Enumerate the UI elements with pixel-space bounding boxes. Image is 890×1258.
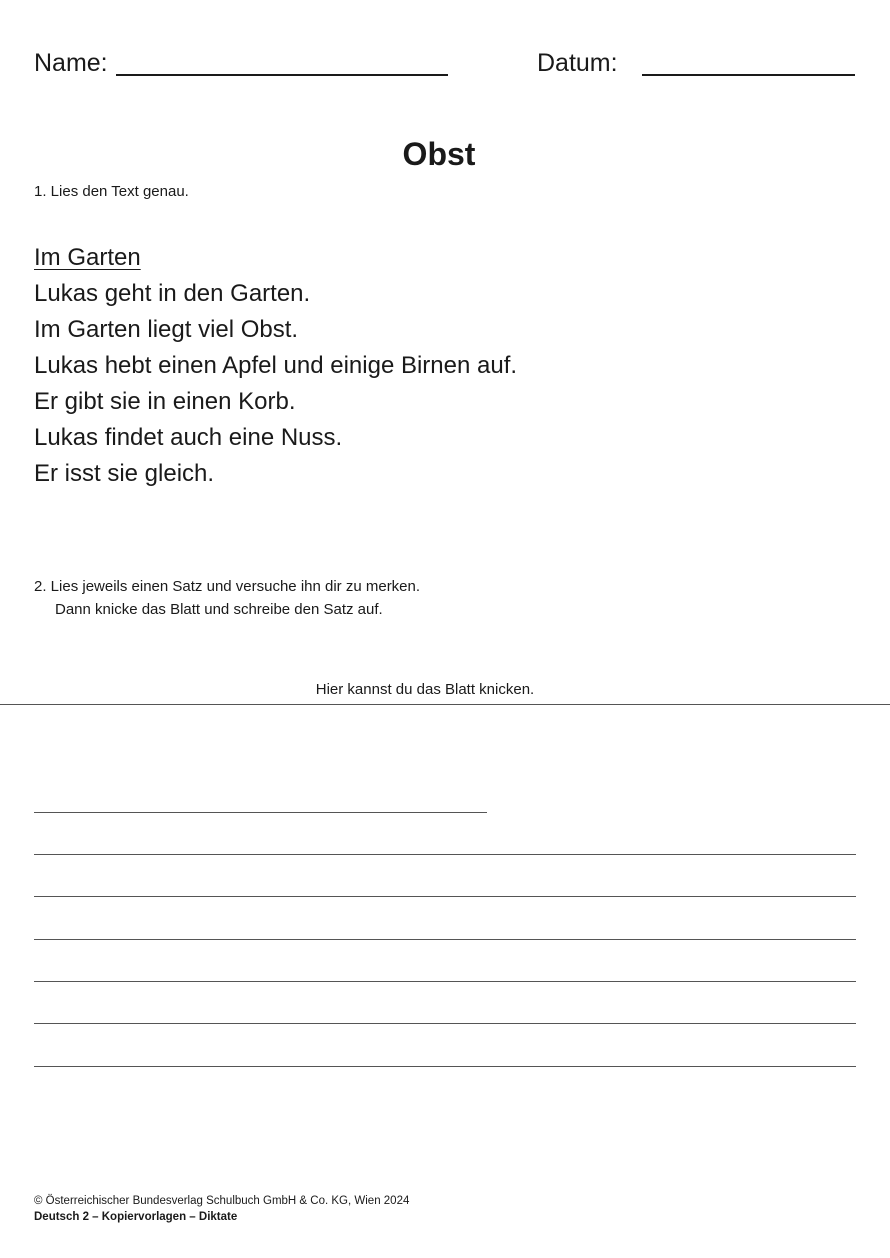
task-2-line-2: Dann knicke das Blatt und schreibe den Satz auf.	[55, 601, 383, 618]
footer-series: Deutsch 2 – Kopiervorlagen – Diktate	[34, 1211, 238, 1223]
writing-line[interactable]	[34, 1066, 856, 1067]
name-label: Name:	[34, 49, 108, 77]
writing-line[interactable]	[34, 854, 856, 855]
task-2-instruction	[34, 575, 420, 621]
story-text	[34, 240, 517, 492]
story-line: Lukas geht in den Garten.	[34, 280, 311, 307]
story-line: Lukas findet auch eine Nuss.	[34, 424, 343, 451]
writing-line[interactable]	[34, 812, 487, 813]
footer	[34, 1193, 409, 1225]
fold-line	[0, 704, 890, 705]
story-line: Er gibt sie in einen Korb.	[34, 388, 296, 415]
writing-line[interactable]	[34, 981, 856, 982]
story-line: Er isst sie gleich.	[34, 460, 215, 487]
footer-copyright: © Österreichischer Bundesverlag Schulbuch GmbH & Co. KG, Wien 2024	[34, 1195, 410, 1207]
story-heading: Im Garten	[34, 244, 141, 271]
story-line: Lukas hebt einen Apfel und einige Birnen auf.	[34, 352, 518, 379]
fold-hint: Hier kannst du das Blatt knicken.	[315, 681, 535, 698]
task-1-instruction: 1. Lies den Text genau.	[34, 183, 189, 200]
story-line: Im Garten liegt viel Obst.	[34, 316, 299, 343]
page-title: Obst	[402, 136, 476, 172]
name-field-line[interactable]	[116, 74, 448, 76]
task-2-line-1: 2. Lies jeweils einen Satz und versuche ihn dir zu merken.	[34, 578, 421, 595]
writing-line[interactable]	[34, 1023, 856, 1024]
date-field-line[interactable]	[642, 74, 855, 76]
writing-line[interactable]	[34, 939, 856, 940]
writing-line[interactable]	[34, 896, 856, 897]
date-label: Datum:	[537, 49, 618, 77]
